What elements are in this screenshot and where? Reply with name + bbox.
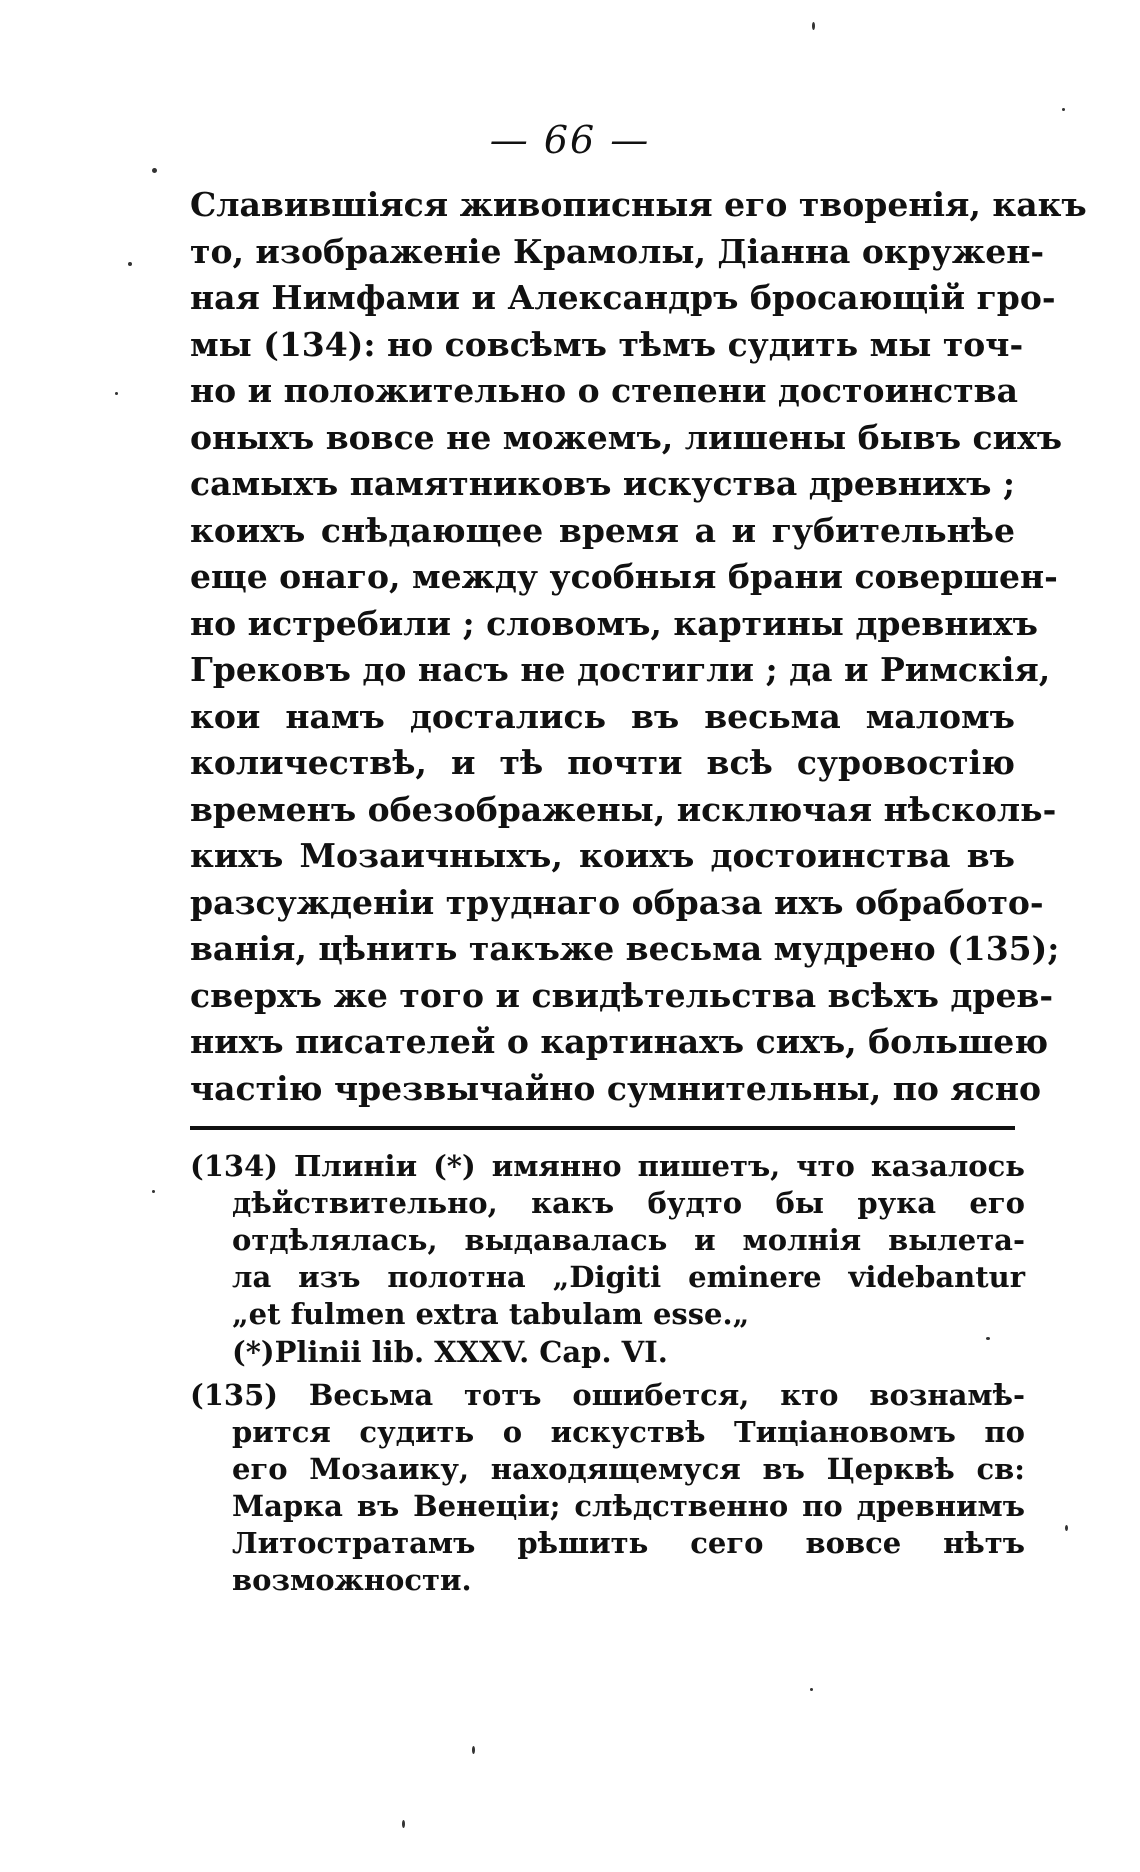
scan-speck	[472, 1746, 475, 1754]
text-line: ванія, цѣнить такъже весьма мудрено (135);	[190, 929, 1060, 968]
scan-speck	[1062, 108, 1065, 111]
footnote-135	[190, 1377, 1025, 1599]
footnote-line: (134) Плиніи (*) имянно пишетъ, что казалось	[190, 1149, 1025, 1183]
footnote-line: рится судить о искуствѣ Тиціановомъ по	[232, 1415, 1025, 1449]
footnote-line: возможности.	[232, 1563, 472, 1597]
text-line: самыхъ памятниковъ искуства древнихъ ;	[190, 464, 1016, 503]
scan-speck	[986, 1337, 990, 1340]
footnote-line: отдѣлялась, выдавалась и молнія вылета-	[232, 1223, 1025, 1257]
text-line: нихъ писателей о картинахъ сихъ, большею	[190, 1022, 1049, 1061]
text-line: Грековъ до насъ не достигли ; да и Римскія,	[190, 650, 1051, 689]
footnote-line: дѣйствительно, какъ будто бы рука его	[232, 1186, 1025, 1220]
footnote-line: ла изъ полотна „Digiti eminere videbantur	[232, 1260, 1025, 1294]
text-line: разсужденіи труднаго образа ихъ обработо-	[190, 882, 1044, 922]
footnote-line: Литостратамъ рѣшить сего вовсе нѣтъ	[232, 1526, 1025, 1560]
text-line: количествѣ, и тѣ почти всѣ суровостію	[190, 743, 1015, 782]
footnote-line: „et fulmen extra tabulam esse.„	[232, 1297, 750, 1331]
footnote-134	[190, 1148, 1025, 1371]
scan-speck	[1065, 1525, 1068, 1531]
footnotes	[190, 1148, 1025, 1605]
text-line: то, изображеніе Крамолы, Діанна окружен-	[190, 231, 1045, 271]
scan-speck	[128, 262, 132, 266]
page-number: — 66 —	[489, 118, 651, 162]
scan-speck	[812, 22, 815, 30]
scan-speck	[402, 1820, 405, 1828]
footnote-line: его Мозаику, находящемуся въ Церквѣ св:	[232, 1452, 1025, 1486]
footnote-divider	[190, 1126, 1015, 1130]
text-line: ная Нимфами и Александръ бросающій гро-	[190, 278, 1056, 317]
text-line: еще онаго, между усобныя брани совершен-	[190, 557, 1058, 596]
text-line: сверхъ же того и свидѣтельства всѣхъ древ-	[190, 975, 1054, 1015]
footnote-line: Марка въ Венеціи; слѣдственно по древнимъ	[232, 1489, 1025, 1523]
text-line: Славившіяся живописныя его творенія, какъ	[190, 185, 1087, 224]
text-line: временъ обезображены, исключая нѣсколь-	[190, 789, 1057, 829]
text-line: коихъ снѣдающее время а и губительнѣе	[190, 510, 1015, 550]
text-line: частію чрезвычайно сумнительны, по ясно	[190, 1068, 1042, 1108]
text-line: мы (134): но совсѣмъ тѣмъ судить мы точ-	[190, 324, 1024, 364]
text-line: кихъ Мозаичныхъ, коихъ достоинства въ	[190, 836, 1015, 875]
scan-speck	[810, 1688, 813, 1691]
footnote-line: (135) Весьма тотъ ошибется, кто вознамѣ-	[190, 1378, 1025, 1412]
text-line: оныхъ вовсе не можемъ, лишены бывъ сихъ	[190, 417, 1063, 457]
scan-speck	[152, 168, 157, 173]
text-line: но и положительно о степени достоинства	[190, 371, 1018, 410]
scan-speck	[152, 1190, 155, 1193]
scan-speck	[115, 392, 118, 395]
text-line: кои намъ достались въ весьма маломъ	[190, 696, 1015, 736]
text-line: но истребили ; словомъ, картины древнихъ	[190, 603, 1038, 643]
footnote-source-reference: (*)Plinii lib. XXXV. Cap. VI.	[232, 1335, 668, 1369]
main-text-body	[190, 182, 1087, 1112]
